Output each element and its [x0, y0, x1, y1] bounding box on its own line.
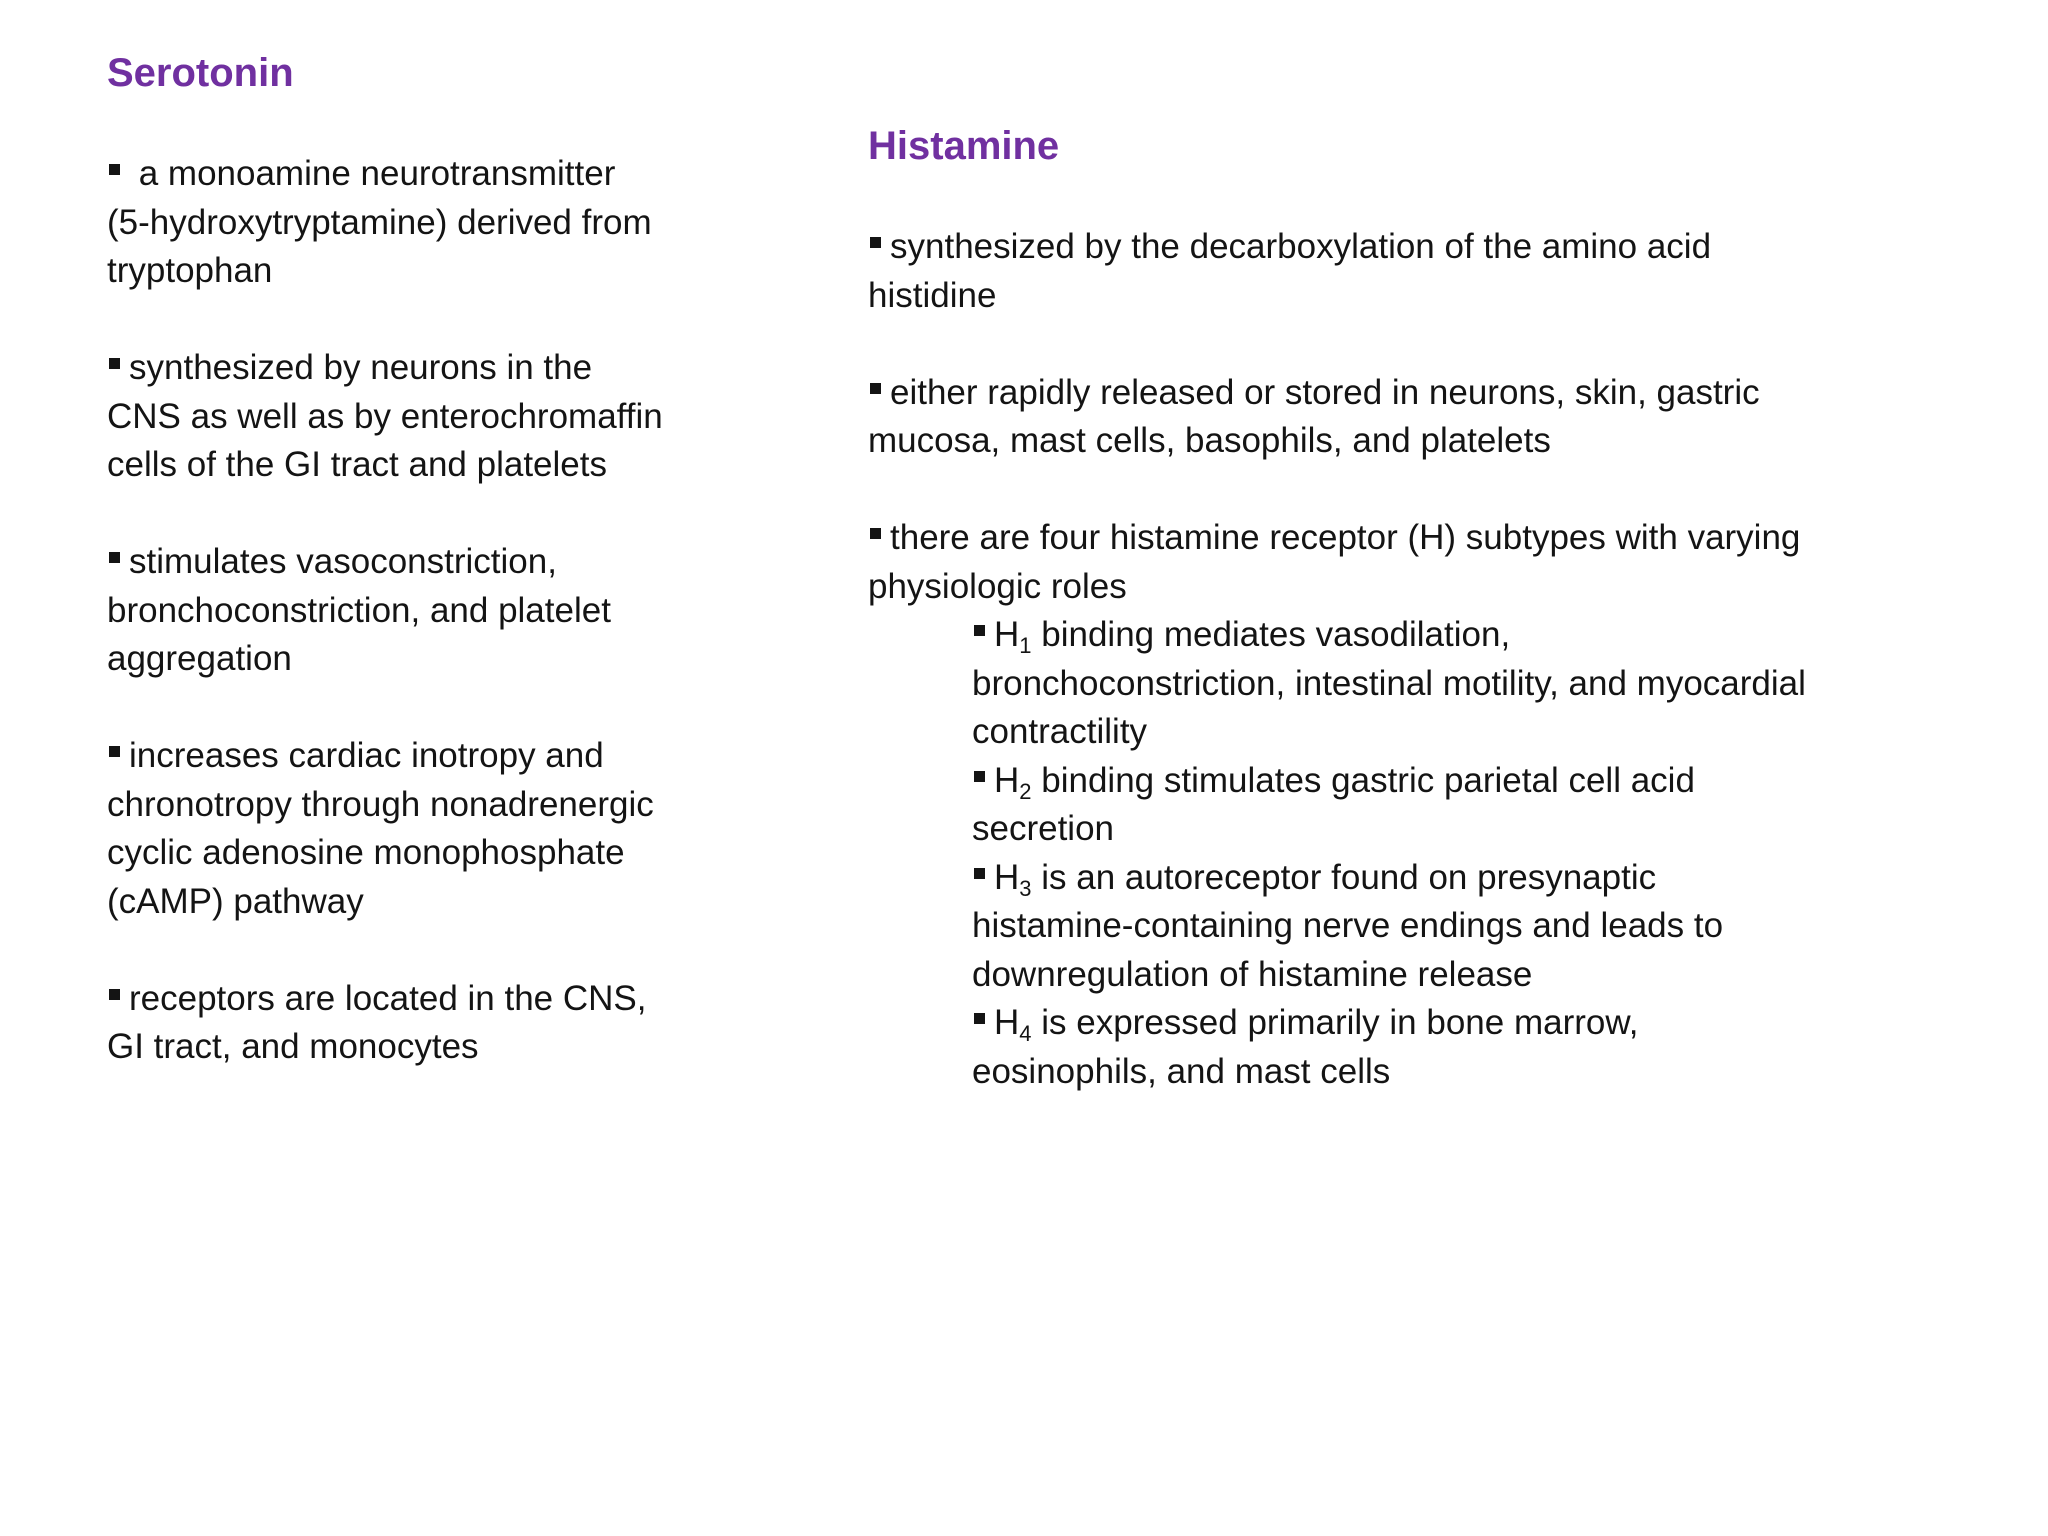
bullet-text: synthesized by the decarboxylation of the amino acid histidine: [868, 227, 1712, 315]
bullet-text: there are four histamine receptor (H) subtypes with varying physiologic roles: [868, 518, 1801, 606]
receptor-text: binding stimulates gastric parietal cell acid secretion: [972, 760, 1695, 848]
bullet-square-icon: [974, 771, 985, 782]
serotonin-bullet: [107, 344, 667, 490]
receptor-text: binding mediates vasodilation, bronchoconstriction, intestinal motility, and myocardial contractility: [972, 615, 1806, 751]
serotonin-heading: Serotonin: [107, 51, 294, 95]
bullet-square-icon: [870, 237, 881, 248]
bullet-square-icon: [870, 528, 881, 539]
receptor-text: is expressed primarily in bone marrow, eosinophils, and mast cells: [972, 1003, 1639, 1091]
bullet-text: a monoamine neurotransmitter (5-hydroxytryptamine) derived from tryptophan: [107, 154, 652, 290]
serotonin-bullet: [107, 975, 667, 1072]
histamine-bullet: [868, 223, 1818, 320]
bullet-square-icon: [109, 746, 120, 757]
receptor-prefix: H: [994, 1003, 1020, 1042]
serotonin-bullet: [107, 150, 667, 296]
histamine-bullet: [868, 514, 1818, 1096]
receptor-subscript: 1: [1019, 633, 1032, 658]
histamine-heading: Histamine: [868, 124, 1060, 168]
histamine-bullet-list: [868, 223, 1818, 1096]
receptor-subtype-item: [972, 611, 1818, 757]
bullet-square-icon: [109, 989, 120, 1000]
serotonin-bullet-list: [107, 150, 667, 1072]
receptor-prefix: H: [994, 615, 1020, 654]
bullet-square-icon: [109, 358, 120, 369]
bullet-text: either rapidly released or stored in neurons, skin, gastric mucosa, mast cells, basophils, and platelets: [868, 372, 1760, 460]
histamine-bullet: [868, 369, 1818, 466]
receptor-subscript: 3: [1019, 875, 1032, 901]
receptor-subtype-item: [972, 854, 1818, 1000]
bullet-text: stimulates vasoconstriction, bronchoconstriction, and platelet aggregation: [107, 542, 611, 678]
receptor-subscript: 2: [1019, 778, 1032, 804]
receptor-text: is an autoreceptor found on presynaptic histamine-containing nerve endings and leads to downregulation of histamine release: [972, 857, 1724, 994]
bullet-square-icon: [109, 164, 120, 175]
receptor-prefix: H: [994, 857, 1020, 897]
bullet-text: synthesized by neurons in the CNS as well as by enterochromaffin cells of the GI tract and platelets: [107, 348, 663, 484]
serotonin-bullet: [107, 732, 667, 926]
receptor-subscript: 4: [1019, 1021, 1032, 1046]
bullet-text: increases cardiac inotropy and chronotropy through nonadrenergic cyclic adenosine monophosphate (cAMP) pathway: [107, 736, 654, 921]
bullet-square-icon: [974, 868, 985, 879]
bullet-square-icon: [870, 383, 881, 394]
bullet-square-icon: [109, 552, 120, 563]
receptor-subtype-item: [972, 999, 1818, 1096]
receptor-subtype-item: [972, 757, 1818, 854]
bullet-square-icon: [974, 1013, 985, 1024]
serotonin-bullet: [107, 538, 667, 684]
bullet-text: receptors are located in the CNS, GI tract, and monocytes: [107, 978, 647, 1066]
receptor-prefix: H: [994, 760, 1020, 800]
receptor-subtype-list: [868, 611, 1818, 1096]
bullet-square-icon: [974, 625, 985, 636]
